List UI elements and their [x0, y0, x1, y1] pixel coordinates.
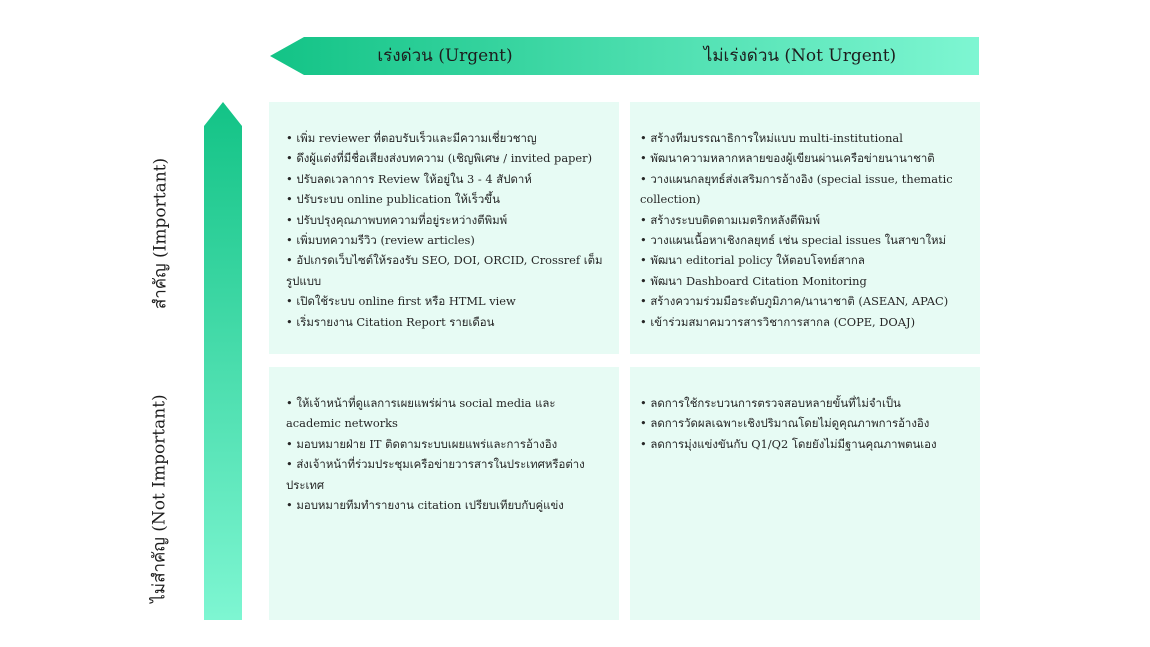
- list-item: [286, 495, 605, 515]
- list-item: [640, 434, 966, 454]
- list-item-text: • สร้างระบบติดตามเมตริกหลังตีพิมพ์: [640, 213, 820, 227]
- list-item-text: • เพิ่มบทความรีวิว (review articles): [286, 233, 475, 247]
- list-item-text: • วางแผนกลยุทธ์ส่งเสริมการอ้างอิง (special issue, thematic collection): [640, 172, 953, 206]
- list-item: [286, 291, 605, 311]
- list-item-text: • มอบหมายฝ่าย IT ติดตามระบบเผยแพร่และการอ้างอิง: [286, 437, 557, 451]
- list-item-text: • ปรับปรุงคุณภาพบทความที่อยู่ระหว่างตีพิมพ์: [286, 213, 507, 227]
- importance-arrow-shape: [204, 102, 242, 620]
- list-item-text: • เริ่มรายงาน Citation Report รายเดือน: [286, 315, 494, 329]
- list-item: [640, 169, 966, 210]
- list-item: [286, 169, 605, 189]
- list-item-text: • เปิดใช้ระบบ online first หรือ HTML view: [286, 294, 516, 308]
- list-item-text: • ให้เจ้าหน้าที่ดูแลการเผยแพร่ผ่าน social media และ academic networks: [286, 396, 556, 430]
- list-item: [640, 413, 966, 433]
- urgent-label: เร่งด่วน (Urgent): [377, 46, 513, 66]
- quadrant-not-important-not-urgent: [630, 367, 980, 620]
- quadrant-important-urgent: [269, 102, 619, 354]
- list-item-text: • พัฒนา Dashboard Citation Monitoring: [640, 274, 867, 288]
- list-item: [286, 454, 605, 495]
- list-item-text: • สร้างทีมบรรณาธิการใหม่แบบ multi-institutional: [640, 131, 903, 145]
- important-label: สำคัญ (Important): [150, 157, 171, 310]
- list-item-text: • สร้างความร่วมมือระดับภูมิภาค/นานาชาติ (ASEAN, APAC): [640, 294, 948, 308]
- list-item-text: • ปรับลดเวลาการ Review ให้อยู่ใน 3 - 4 สัปดาห์: [286, 172, 532, 186]
- list-item: [286, 230, 605, 250]
- quadrant-list: [640, 393, 966, 454]
- list-item-text: • พัฒนา editorial policy ให้ตอบโจทย์สากล: [640, 253, 865, 267]
- list-item: [640, 393, 966, 413]
- list-item: [286, 128, 605, 148]
- not-urgent-label: ไม่เร่งด่วน (Not Urgent): [703, 46, 897, 66]
- list-item-text: • ส่งเจ้าหน้าที่ร่วมประชุมเครือข่ายวารสารในประเทศหรือต่างประเทศ: [286, 457, 585, 491]
- list-item-text: • ลดการมุ่งแข่งขันกับ Q1/Q2 โดยยังไม่มีฐานคุณภาพตนเอง: [640, 437, 937, 451]
- not-important-label: ไม่สำคัญ (Not Important): [149, 394, 170, 603]
- quadrant-list: [286, 128, 605, 332]
- list-item: [640, 312, 966, 332]
- quadrant-list: [286, 393, 605, 515]
- list-item-text: • วางแผนเนื้อหาเชิงกลยุทธ์ เช่น special issues ในสาขาใหม่: [640, 233, 946, 247]
- list-item: [640, 230, 966, 250]
- list-item: [640, 291, 966, 311]
- list-item-text: • เพิ่ม reviewer ที่ตอบรับเร็วและมีความเชี่ยวชาญ: [286, 131, 537, 145]
- list-item: [286, 148, 605, 168]
- list-item-text: • เข้าร่วมสมาคมวารสารวิชาการสากล (COPE, DOAJ): [640, 315, 915, 329]
- list-item: [640, 271, 966, 291]
- list-item: [286, 210, 605, 230]
- list-item: [286, 189, 605, 209]
- list-item-text: • อัปเกรดเว็บไซต์ให้รองรับ SEO, DOI, ORCID, Crossref เต็มรูปแบบ: [286, 253, 603, 287]
- quadrant-not-important-urgent: [269, 367, 619, 620]
- list-item-text: • ลดการใช้กระบวนการตรวจสอบหลายขั้นที่ไม่จำเป็น: [640, 396, 901, 410]
- quadrant-important-not-urgent: [630, 102, 980, 354]
- list-item: [286, 393, 605, 434]
- list-item: [640, 210, 966, 230]
- list-item: [286, 312, 605, 332]
- importance-axis-arrow: [204, 102, 242, 620]
- list-item: [640, 250, 966, 270]
- quadrant-list: [640, 128, 966, 332]
- list-item: [286, 250, 605, 291]
- list-item-text: • พัฒนาความหลากหลายของผู้เขียนผ่านเครือข่ายนานาชาติ: [640, 151, 935, 165]
- list-item: [286, 434, 605, 454]
- list-item: [640, 128, 966, 148]
- list-item-text: • ดึงผู้แต่งที่มีชื่อเสียงส่งบทความ (เชิญพิเศษ / invited paper): [286, 151, 592, 165]
- list-item-text: • ลดการวัดผลเฉพาะเชิงปริมาณโดยไม่ดูคุณภาพการอ้างอิง: [640, 416, 929, 430]
- list-item-text: • มอบหมายทีมทำรายงาน citation เปรียบเทียบกับคู่แข่ง: [286, 498, 564, 512]
- list-item-text: • ปรับระบบ online publication ให้เร็วขึ้น: [286, 192, 500, 206]
- urgency-axis-arrow: [270, 37, 979, 75]
- list-item: [640, 148, 966, 168]
